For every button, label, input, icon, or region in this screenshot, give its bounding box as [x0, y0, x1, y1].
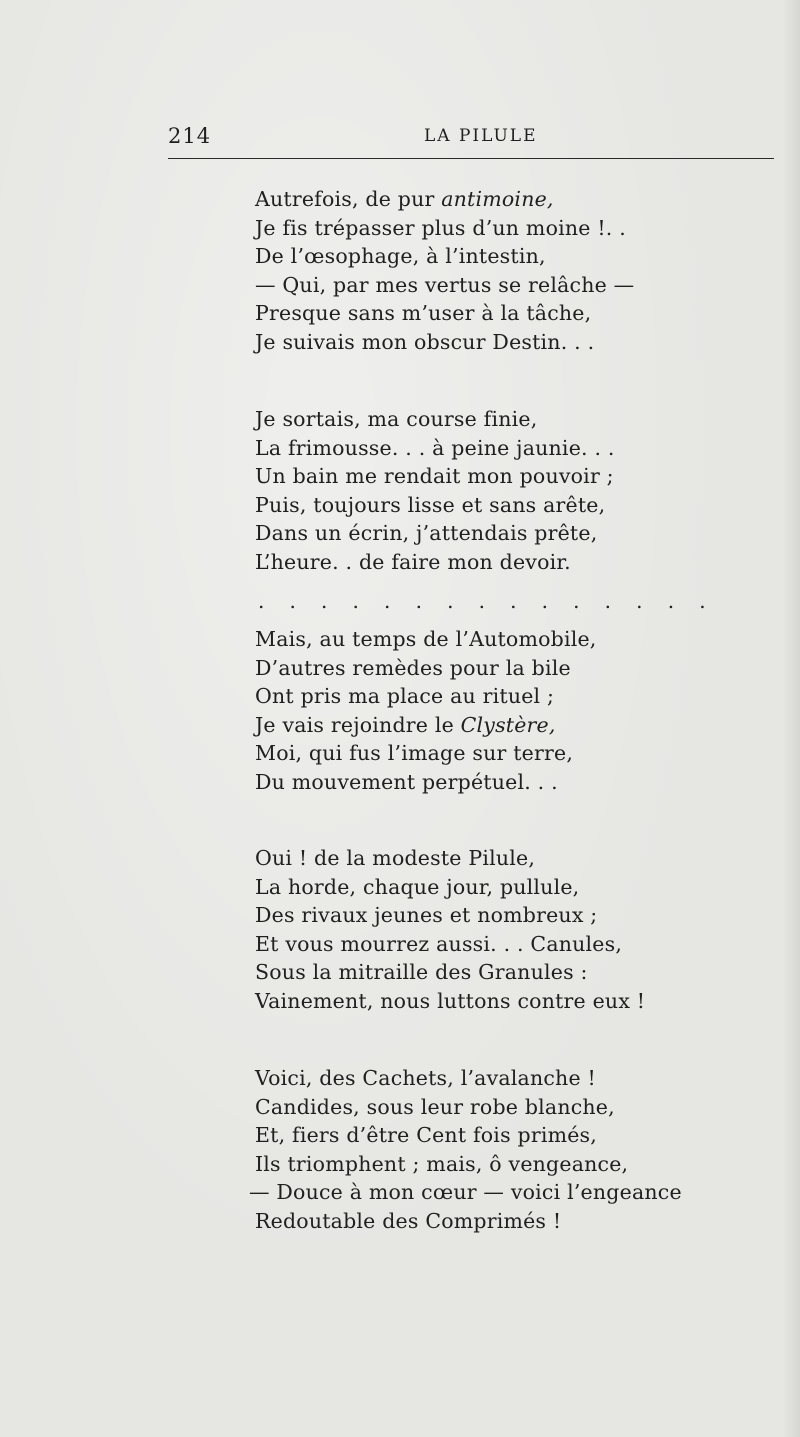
verse-line: Et, fiers d’être Cent fois primés, — [255, 1123, 597, 1148]
verse-line: Ils triomphent ; mais, ô vengeance, — [255, 1151, 629, 1176]
page-number: 214 — [168, 124, 212, 148]
verse-line: Moi, qui fus l’image sur terre, — [255, 741, 574, 766]
verse-line: Je fis trépasser plus d’un moine !. . — [255, 215, 626, 240]
verse-line: De l’œsophage, à l’intestin, — [255, 244, 546, 269]
ellipsis-row: . . . . . . . . . . . . . . . — [258, 589, 715, 613]
running-title: LA PILULE — [424, 126, 538, 146]
verse-line: Oui ! de la modeste Pilule, — [255, 846, 536, 870]
verse-line: Je suivais mon obscur Destin. . . — [255, 329, 595, 354]
stanza-3 — [255, 625, 597, 797]
verse-line: La frimousse. . . à peine jaunie. . . — [255, 435, 615, 460]
stanza-5 — [249, 1064, 682, 1236]
verse-line: Autrefois, de pur antimoine, — [255, 187, 554, 211]
verse-line: L’heure. . de faire mon devoir. — [255, 549, 571, 574]
stanza-2 — [255, 405, 615, 577]
verse-line: Vainement, nous luttons contre eux ! — [255, 988, 646, 1013]
stanza-4 — [255, 844, 645, 1016]
verse-line: Des rivaux jeunes et nombreux ; — [255, 903, 598, 928]
verse-line: Sous la mitraille des Granules : — [255, 960, 588, 985]
verse-line: Mais, au temps de l’Automobile, — [255, 627, 597, 651]
verse-line: Voici, des Cachets, l’avalanche ! — [255, 1066, 596, 1090]
verse-line: D’autres remèdes pour la bile — [255, 655, 571, 680]
page-header — [168, 124, 774, 154]
verse-line: Un bain me rendait mon pouvoir ; — [255, 464, 614, 489]
verse-line: Je sortais, ma course finie, — [255, 407, 538, 431]
header-rule — [168, 158, 774, 159]
verse-line: Je vais rejoindre le Clystère, — [255, 712, 556, 737]
page-edge-shadow — [782, 0, 800, 1437]
verse-line: Et vous mourrez aussi. . . Canules, — [255, 931, 623, 956]
stanza-1 — [255, 185, 634, 357]
verse-line: Presque sans m’user à la tâche, — [255, 301, 592, 326]
verse-line: Candides, sous leur robe blanche, — [255, 1094, 615, 1119]
verse-line: Redoutable des Comprimés ! — [255, 1208, 562, 1233]
verse-line: La horde, chaque jour, pullule, — [255, 874, 580, 899]
verse-line: Puis, toujours lisse et sans arête, — [255, 492, 606, 517]
verse-line: Dans un écrin, j’attendais prête, — [255, 521, 598, 546]
verse-line: — Douce à mon cœur — voici l’engeance — [249, 1180, 682, 1205]
verse-line: Ont pris ma place au rituel ; — [255, 684, 555, 709]
verse-line: — Qui, par mes vertus se relâche — — [255, 272, 635, 297]
verse-line: Du mouvement perpétuel. . . — [255, 769, 558, 794]
